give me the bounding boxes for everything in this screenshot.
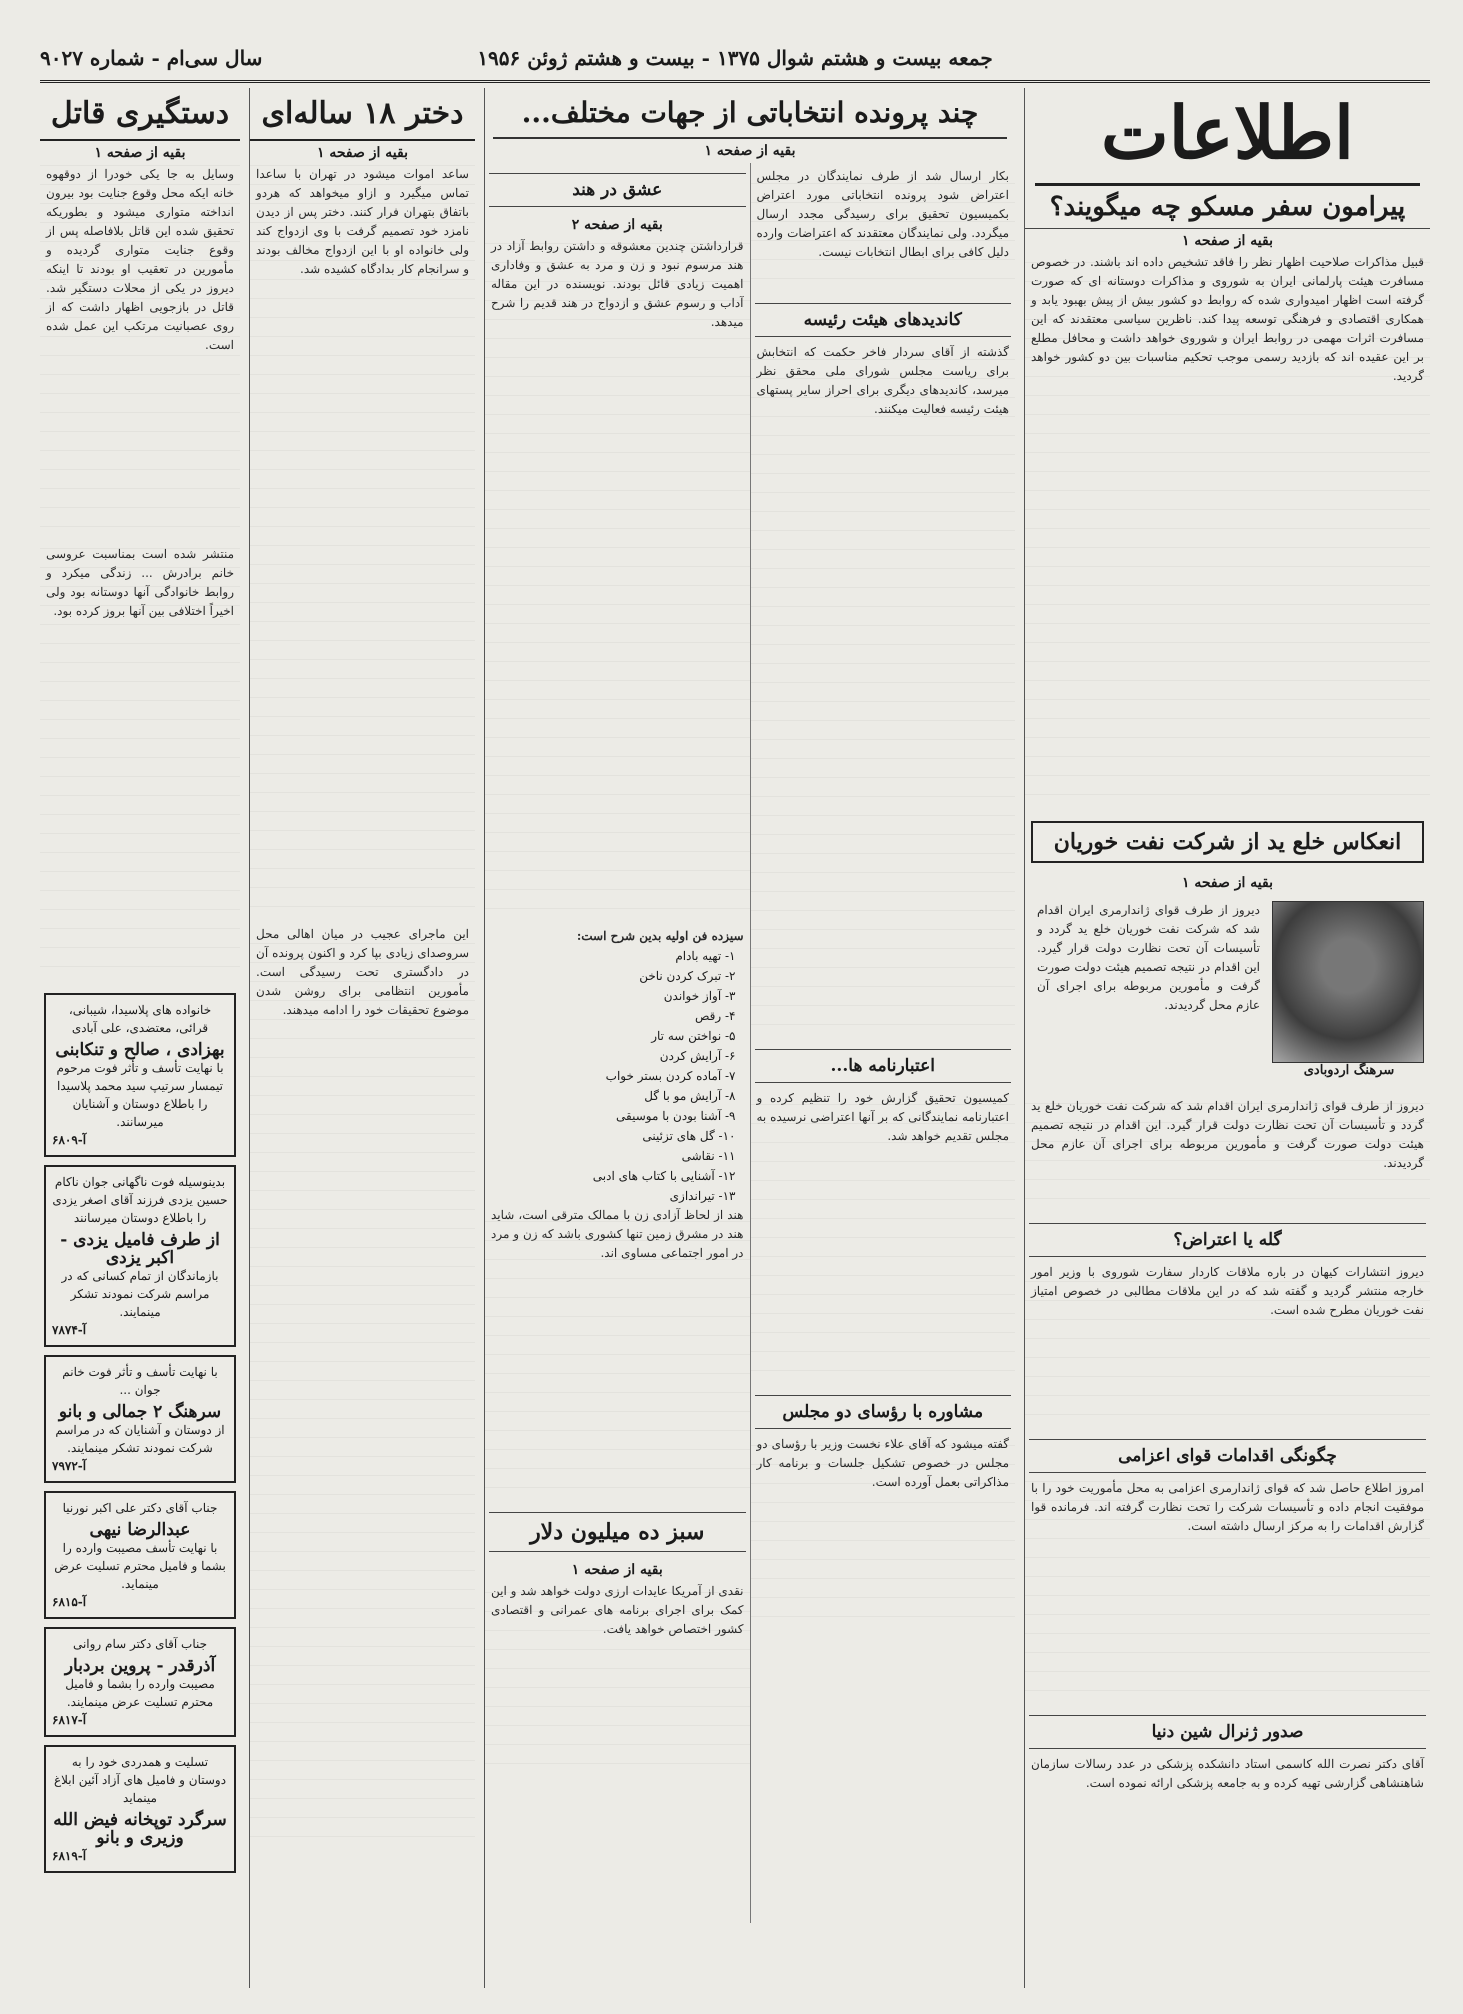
notice-code: آ-۶۸۰۹ bbox=[52, 1133, 87, 1147]
list-item: ۳- آواز خواندن bbox=[663, 989, 736, 1003]
list-item: ۵- نواختن سه تار bbox=[651, 1029, 736, 1043]
article-headline-girl: دختر ۱۸ ساله‌ای bbox=[250, 88, 475, 141]
newspaper-page bbox=[40, 40, 1430, 1990]
notice-name: سرهنگ ۲ جمالی و بانو bbox=[58, 1402, 222, 1422]
section-head-india: عشق در هند bbox=[489, 173, 746, 207]
section-head-forces: چگونگی اقدامات قوای اعزامی bbox=[1029, 1439, 1426, 1473]
notice-intro: بدینوسیله فوت ناگهانی جوان ناکام حسین یزدی فرزند آقای اصغر یزدی را باطلاع دوستان میرسانند bbox=[52, 1175, 228, 1225]
photo-caption: سرهنگ اردوبادی bbox=[1303, 1063, 1395, 1078]
continuation-label-india: بقیه از صفحه ۲ bbox=[571, 217, 663, 233]
notice-intro: با نهایت تأسف و تأثر فوت خانم جوان ... bbox=[62, 1365, 218, 1397]
section-body-protest: دیروز انتشارات کیهان در باره ملاقات کاردار سفارت شوروی با وزیر امور خارجه منتشر گردید و گفته شد که در این ملاقات مطالبی در خصوص امتیاز نفت خوریان مطرح شده است. bbox=[1025, 1263, 1430, 1433]
elections-body: بکار ارسال شد از طرف نمایندگان در مجلس اعتراض شود پرونده انتخاباتی مورد اعتراض بکمیسیون تحقیق برای رسیدگی مجدد ارسال میگردد. ولی نمایندگان معتقدند که اعتراضات وارده دلیل کافی برای ابطال انتخابات نیست. bbox=[751, 167, 1016, 297]
girl-body-2: این ماجرای عجیب در میان اهالی محل سروصدای زیادی بپا کرد و اکنون پرونده آن در دادگستری تحت رسیدگی است. مأمورین انتظامی برای روشن شدن موضوع تحقیقات خود را ادامه میدهند. bbox=[250, 925, 475, 1855]
notice-box bbox=[44, 993, 236, 1157]
photo-row bbox=[1025, 895, 1430, 1097]
list-item: ۱- تهیه بادام bbox=[675, 949, 736, 963]
list-item: ۶- آرایش کردن bbox=[659, 1049, 736, 1063]
section-head-general: صدور ژنرال شین دنیا bbox=[1029, 1715, 1426, 1749]
article-headline-elections: چند پرونده انتخاباتی از جهات مختلف... bbox=[493, 88, 1007, 139]
notice-code: آ-۶۸۱۵ bbox=[52, 1595, 87, 1609]
notice-body: بازماندگان از تمام کسانی که در مراسم شرکت نمودند تشکر مینمایند. bbox=[61, 1269, 219, 1319]
candidates-body: گذشته از آقای سردار فاخر حکمت که انتخابش برای ریاست مجلس شورای ملی محقق نظر میرسد، کاندیدهای دیگری برای احراز سایر پستهای هیئت رئیسه فعالیت میکنند. bbox=[751, 343, 1016, 1043]
notice-body: با نهایت تأسف و تأثر فوت مرحوم تیمسار سرتیپ سید محمد پلاسیدا را باطلاع دوستان و آشنایان میرسانند. bbox=[56, 1061, 224, 1129]
notice-intro: تسلیت و همدردی خود را به دوستان و فامیل های آزاد آئین ابلاغ مینماید bbox=[53, 1755, 227, 1805]
section-head-consultation: مشاوره با رؤسای دو مجلس bbox=[755, 1395, 1012, 1429]
list-item: ۷- آماده کردن بستر خواب bbox=[605, 1069, 736, 1083]
list-item: ۱۲- آشنایی با کتاب های ادبی bbox=[592, 1169, 736, 1183]
list-item: ۹- آشنا بودن با موسیقی bbox=[616, 1109, 736, 1123]
section-head-credentials: اعتبارنامه ها... bbox=[755, 1049, 1012, 1083]
consultation-body: گفته میشود که آقای علاء نخست وزیر با رؤسای دو مجلس در خصوص تشکیل جلسات و برنامه کار مذاکراتی بعمل آورده است. bbox=[751, 1435, 1016, 1635]
notice-body: از دوستان و آشنایان که در مراسم شرکت نمودند تشکر مینمایند. bbox=[55, 1423, 225, 1455]
continuation-label-murderer: بقیه از صفحه ۱ bbox=[94, 145, 186, 161]
notice-code: آ-۶۸۱۷ bbox=[52, 1713, 87, 1727]
india-subcolumn bbox=[485, 163, 750, 1923]
notice-box bbox=[44, 1745, 236, 1873]
column-girl-story bbox=[249, 88, 475, 1988]
article-body-oil-2: دیروز از طرف قوای ژاندارمری ایران اقدام شد که شرکت نفت خوریان خلع ید گردد و تأسیسات آن تحت نظارت دولت قرار گیرد. این اقدام در نتیجه تصمیم هیئت دولت صورت گرفت و مأمورین مربوطه برای اجرای آن عازم محل گردیدند. bbox=[1025, 1097, 1430, 1217]
section-body-general: آقای دکتر نصرت الله کاسمی استاد دانشکده پزشکی در عدد رسالات سازمان شاهنشاهی گزارشی تهیه کرده و به جامعه پزشکی ارائه نموده است. bbox=[1031, 1757, 1424, 1790]
notice-box bbox=[44, 1355, 236, 1483]
notice-code: آ-۷۸۷۴ bbox=[52, 1323, 87, 1337]
notice-code: آ-۷۹۷۲ bbox=[52, 1459, 87, 1473]
right-column bbox=[1024, 88, 1430, 1988]
continuation-label-girl: بقیه از صفحه ۱ bbox=[316, 145, 409, 161]
notice-body: مصیبت وارده را بشما و فامیل محترم تسلیت عرض مینمایند. bbox=[65, 1677, 215, 1709]
notice-box bbox=[44, 1165, 236, 1347]
notice-intro: خانواده های پلاسیدا، شیبانی، قرائی، معتضدی، علی آبادی bbox=[68, 1003, 212, 1035]
list-item: ۲- تبرک کردن ناخن bbox=[639, 969, 736, 983]
list-item: ۱۳- تیراندازی bbox=[669, 1189, 736, 1203]
continuation-label-dollars: بقیه از صفحه ۱ bbox=[571, 1562, 663, 1578]
murderer-body: وسایل به جا یکی خودرا از دوقهوه خانه ایکه محل وقوع جنایت بود بیرون انداخته متواری میشود و بطوریکه تحقیق شده این قاتل بلافاصله پس از وقوع جنایت متواری گردیده و مأمورین در تعقیب او بودند تا اینکه دیروز در یکی از محلات دستگیر شد. قاتل در بازجویی اظهار داشت که از روی عصبانیت مرتکب این عمل شده است. bbox=[40, 165, 240, 545]
india-body-2: هند از لحاظ آزادی زن با ممالک مترقی است، شاید هند در مشرق زمین تنها کشوری باشد که زن و مرد در امور اجتماعی مساوی اند. bbox=[485, 1206, 750, 1506]
section-head-candidates: کاندیدهای هیئت رئیسه bbox=[755, 303, 1012, 337]
notice-name: سرگرد توپخانه فیض الله وزیری و بانو bbox=[53, 1810, 227, 1848]
notice-intro: جناب آقای دکتر سام روانی bbox=[72, 1637, 208, 1651]
article-body-moscow: قبیل مذاکرات صلاحیت اظهار نظر را فاقد تشخیص داده اند باشند. در خصوص مسافرت هیئت پارلمانی ایران به شوروی و مذاکرات دوستانه ای که صورت گرفته است اظهار امیدواری شده که روابط دو کشور بیش از پیش بهبود یابد و همکاری اقتصادی و فرهنگی توسعه پیدا کند. ناظرین سیاسی معتقدند که این مسافرت اثرات مهمی در روابط ایران و شوروی خواهد داشت و محافل مطلع بر این عقیده اند که بازدید رسمی موجب تحکیم مناسبات بین دو کشور خواهد گردید. bbox=[1025, 253, 1430, 813]
portrait-photo bbox=[1272, 901, 1424, 1063]
notices-list bbox=[40, 993, 240, 1873]
india-body: قرارداشتن چندین معشوقه و داشتن روابط آزاد در هند مرسوم نبود و زن و مرد به عشق و وفاداری اهمیت زیادی قائل بودند. نویسنده در این مقاله آداب و رسوم عشق و ازدواج در هند قدیم را شرح میدهد. bbox=[485, 237, 750, 927]
section-body-forces: امروز اطلاع حاصل شد که قوای ژاندارمری اعزامی به محل مأموریت خود را با موفقیت انجام داده و تأسیسات شرکت را تحت نظارت گرفته اند. فرمانده قوا گزارش اقدامات را به مرکز ارسال داشته است. bbox=[1025, 1479, 1430, 1709]
section-head-protest: گله یا اعتراض؟ bbox=[1029, 1223, 1426, 1257]
middle-subcolumns bbox=[485, 163, 1015, 1923]
column-murderer-and-notices bbox=[40, 88, 240, 1988]
article-headline-murderer: دستگیری قاتل bbox=[40, 88, 240, 141]
murderer-body-2: منتشر شده است بمناسبت عروسی خانم برادرش ... زندگی میکرد و روابط خانوادگی آنها دوستانه بود ولی اخیراً اختلافی بین آنها بروز کرده بود. bbox=[40, 545, 240, 985]
notice-box bbox=[44, 1491, 236, 1619]
list-item: ۱۰- گل های تزئینی bbox=[642, 1129, 736, 1143]
notice-name: بهزادی ، صالح و تنکابنی bbox=[55, 1040, 225, 1060]
list-item: ۴- رقص bbox=[694, 1009, 736, 1023]
top-dateline-bar bbox=[40, 40, 1430, 83]
notice-name: عبدالرضا نیهی bbox=[89, 1520, 191, 1540]
article-headline-moscow: پیرامون سفر مسکو چه میگویند؟ bbox=[1025, 186, 1430, 229]
credentials-body: کمیسیون تحقیق گزارش خود را تنظیم کرده و اعتبارنامه نمایندگانی که بر آنها اعتراضی نرسیده به مجلس تقدیم خواهد شد. bbox=[751, 1089, 1016, 1389]
girl-body: ساعد اموات میشود در تهران با ساعدا تماس میگیرد و ازاو میخواهد که هردو باتفاق بتهران فرار کنند. دختر پس از دیدن نامزد خود تصمیم گرفت با وی ازدواج کند ولی خانواده او با این ازدواج مخالف بودند و سرانجام کار بدادگاه کشیده شد. bbox=[250, 165, 475, 925]
notice-body: با نهایت تأسف مصیبت وارده را بشما و فامیل محترم تسلیت عرض مینماید. bbox=[54, 1541, 226, 1591]
list-intro: سیزده فن اولیه بدین شرح است: bbox=[576, 929, 744, 943]
elections-subcolumn bbox=[750, 163, 1016, 1923]
notice-name: از طرف فامیل یزدی - اکبر یزدی bbox=[60, 1230, 220, 1268]
list-item: ۱۱- نقاشی bbox=[681, 1149, 736, 1163]
arts-list bbox=[485, 946, 750, 1206]
section-head-dollars: سبز ده میلیون دلار bbox=[489, 1512, 746, 1552]
article-body-oil: دیروز از طرف قوای ژاندارمری ایران اقدام شد که شرکت نفت خوریان خلع ید گردد و تأسیسات آن تحت نظارت دولت قرار گیرد. این اقدام در نتیجه تصمیم هیئت دولت صورت گرفت و مأمورین مربوطه برای اجرای آن عازم محل گردیدند. bbox=[1037, 903, 1260, 1012]
issue-number: سال سی‌ام - شماره ۹۰۲۷ bbox=[40, 46, 263, 70]
notice-intro: جناب آقای دکتر علی اکبر نورنیا bbox=[62, 1501, 218, 1515]
middle-column bbox=[484, 88, 1015, 1988]
masthead-title: اطلاعات bbox=[1035, 88, 1420, 186]
continuation-label-oil: بقیه از صفحه ۱ bbox=[1181, 875, 1274, 891]
notice-box bbox=[44, 1627, 236, 1737]
continuation-label: بقیه از صفحه ۱ bbox=[1181, 233, 1274, 249]
dateline: جمعه بیست و هشتم شوال ۱۳۷۵ - بیست و هشتم ژوئن ۱۹۵۶ bbox=[477, 46, 993, 70]
continuation-label-elections: بقیه از صفحه ۱ bbox=[704, 143, 796, 159]
notice-code: آ-۶۸۱۹ bbox=[52, 1849, 87, 1863]
notice-name: آذرقدر - پروین بردبار bbox=[64, 1656, 216, 1676]
article-headline-oil: انعکاس خلع ید از شرکت نفت خوریان bbox=[1031, 821, 1424, 863]
list-item: ۸- آرایش مو با گل bbox=[644, 1089, 736, 1103]
dollars-body: نقدی از آمریکا عایدات ارزی دولت خواهد شد و این کمک برای اجرای برنامه های عمرانی و اقتصادی کشور اختصاص خواهد یافت. bbox=[485, 1582, 750, 1782]
